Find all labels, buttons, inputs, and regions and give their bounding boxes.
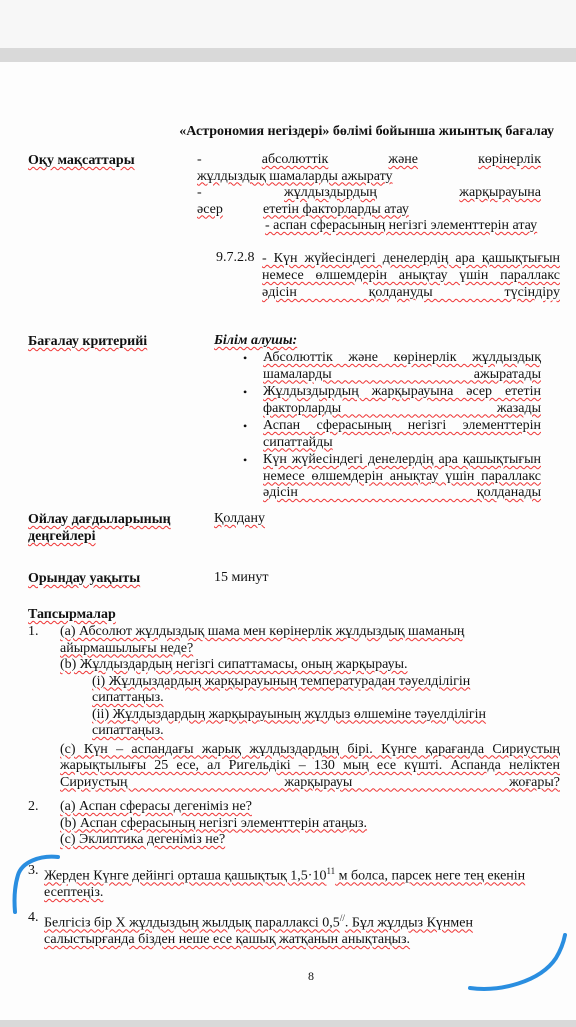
top-bar [0,0,576,48]
task-3-number: 3. [28,863,39,878]
page-number: 8 [308,969,314,983]
task-4: Белгісіз бір Х жұлдыздың жылдық параллаксі 0,5//. Бұл жұлдыз Күнмен салыстырғанда бізден неше есе қашық жатқанын анықтаңыз. [44,913,473,948]
tasks-heading: Тапсырмалар [28,607,116,622]
learning-objectives-text: - абсолюттік және көрінерлік жұлдыздық шамаларды ажырату - жұлдыздырдың жарқырауына әсер ететін факторларды атау - аспан сферасының негізгі элементтерін атау [197,152,541,235]
time-label: Орындау уақыты [28,571,141,586]
task-4-number: 4. [28,910,39,925]
learning-objectives-label: Оқу мақсаттары [28,153,135,168]
task-1-number: 1. [28,624,39,639]
criteria-heading: Білім алушы: [214,333,298,348]
criteria-list [243,350,541,502]
criteria-label: Бағалау критерийі [28,334,148,349]
task-2: (a) Аспан сферасы дегеніміз не? (b) Аспан сферасының негізгі элементтерін атаңыз. (c) Эклиптика дегеніміз не? [60,799,368,847]
criteria-item: • Аспан сферасының негізгі элементтерін сипаттайды [243,418,541,450]
learning-line3: - аспан сферасының негізгі элементтерін атау [265,218,538,233]
criteria-item: • Абсолюттік және көрінерлік жұлдыздық шамаларды ажыратады [243,350,541,382]
time-value: 15 минут [214,570,269,585]
thinking-skills-label: Ойлау дағдыларының деңгейлері [28,512,171,544]
criteria-item: • Жұлдыздырдың жарқырауына әсер ететін факторларды жазады [243,384,541,416]
task-3: Жерден Күнге дейінгі орташа қашықтық $1,5\cdot 10^{11}$ м болса, парсек неге тең екенін есептеңіз. [44,866,526,901]
thinking-skills-value: Қолдану [214,511,265,526]
task-2-number: 2. [28,799,39,814]
document-title: «Астрономия негіздері» бөлімі бойынша жиынтық бағалау [179,124,554,139]
criteria-item: • Күн жүйесіндегі денелердің ара қашықтығын немесе өлшемдерін анықтау үшін параллакс әдісін қолданады [243,452,541,500]
task-1: (a) Абсолют жұлдыздық шама мен көрінерлік жұлдыздық шаманың айырмашылығы неде? (b) Жұлдыздардың негізгі сипаттамасы, оның жарқырауы. (i) Жұлдыздардың жарқырауының температурадан тәуелділігін сипаттаңыз. (ii) Жұлдыздардың жарқырауының жұлдыз өлшеміне тәуелділігін сипаттаңыз. (c) Күн – аспандағы жарық жұлдыздардың бірі. Күнге қарағанда Сириустың жарықтылығы 25 есе, ал Ригельдікі – 130 мың есе күшті. Аспанда неліктен Сириустың жарқырауы жоғары? [60,624,560,790]
learning-code-block: 9.7.2.8 - Күн жүйесіндегі денелердің ара қашықтығын немесе өлшемдерін анықтау үшін параллакс әдісін қолдануды түсіндіру [216,250,560,300]
